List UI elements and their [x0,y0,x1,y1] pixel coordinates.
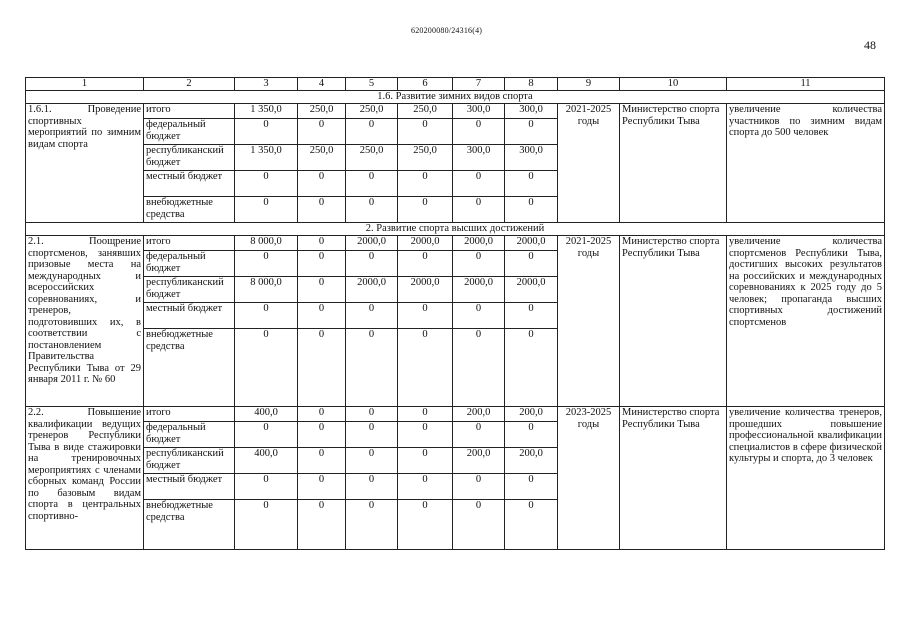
funding-value: 8 000,0 [235,277,298,303]
funding-value: 0 [398,407,453,422]
funding-value: 0 [398,329,453,407]
funding-value: 0 [505,119,558,145]
funding-value: 0 [298,329,346,407]
page-number: 48 [864,38,876,52]
funding-value: 0 [453,329,505,407]
funding-value: 0 [235,422,298,448]
column-number: 1 [26,78,144,91]
funding-value: 2000,0 [453,236,505,251]
funding-value: 2000,0 [505,236,558,251]
funding-value: 200,0 [453,407,505,422]
funding-value: 0 [298,474,346,500]
funding-source: федеральный бюджет [144,251,235,277]
funding-value: 0 [346,197,398,223]
funding-value: 250,0 [398,145,453,171]
funding-value: 200,0 [505,407,558,422]
funding-value: 0 [398,474,453,500]
funding-value: 300,0 [453,145,505,171]
funding-value: 0 [505,500,558,550]
table-row [26,104,885,119]
funding-value: 1 350,0 [235,145,298,171]
funding-source: итого [144,236,235,251]
funding-value: 0 [298,448,346,474]
funding-value: 200,0 [505,448,558,474]
expected-result: увеличение количества участников по зимним видам спорта до 500 человек [727,104,885,223]
funding-value: 250,0 [346,104,398,119]
funding-value: 0 [346,407,398,422]
program-table [25,77,885,550]
funding-value: 250,0 [346,145,398,171]
funding-value: 0 [298,197,346,223]
funding-value: 8 000,0 [235,236,298,251]
section-title: 2. Развитие спорта высших достижений [26,223,885,236]
funding-value: 0 [505,329,558,407]
funding-value: 0 [453,500,505,550]
funding-value: 0 [235,474,298,500]
funding-value: 0 [346,500,398,550]
column-number: 3 [235,78,298,91]
funding-value: 0 [453,197,505,223]
funding-value: 0 [298,119,346,145]
funding-value: 400,0 [235,407,298,422]
funding-value: 0 [346,119,398,145]
funding-value: 0 [298,251,346,277]
section-row [26,223,885,236]
column-number: 11 [727,78,885,91]
funding-source: внебюджетные средства [144,197,235,223]
funding-value: 0 [346,171,398,197]
funding-value: 0 [453,171,505,197]
funding-value: 0 [398,422,453,448]
funding-source: итого [144,407,235,422]
funding-value: 0 [298,303,346,329]
funding-value: 0 [298,236,346,251]
funding-value: 0 [235,303,298,329]
funding-value: 0 [298,407,346,422]
funding-source: федеральный бюджет [144,119,235,145]
funding-value: 0 [346,474,398,500]
funding-value: 250,0 [398,104,453,119]
funding-source: местный бюджет [144,303,235,329]
funding-value: 0 [505,474,558,500]
funding-value: 0 [453,474,505,500]
funding-value: 250,0 [298,104,346,119]
column-number: 4 [298,78,346,91]
funding-value: 300,0 [453,104,505,119]
funding-source: внебюджетные средства [144,500,235,550]
funding-value: 0 [398,303,453,329]
funding-value: 0 [398,500,453,550]
funding-source: местный бюджет [144,474,235,500]
funding-value: 0 [505,251,558,277]
measure-name: 2.1. Поощрение спортсменов, занявших призовые места на международных и всероссийских соревнованиях, и тренеров, подготовивших их, в соответствии с постановлением Правительства Республики Тыва от 29 января 2011 г. № 60 [26,236,144,407]
section-row [26,91,885,104]
funding-source: республиканский бюджет [144,448,235,474]
funding-value: 0 [453,422,505,448]
funding-source: местный бюджет [144,171,235,197]
funding-value: 1 350,0 [235,104,298,119]
funding-value: 2000,0 [398,277,453,303]
funding-value: 400,0 [235,448,298,474]
funding-value: 0 [235,251,298,277]
funding-value: 0 [505,197,558,223]
table-row [26,236,885,251]
funding-value: 0 [453,251,505,277]
funding-value: 0 [346,448,398,474]
funding-value: 0 [346,422,398,448]
funding-value: 0 [398,448,453,474]
funding-value: 2000,0 [346,236,398,251]
column-number: 10 [620,78,727,91]
column-number-row [26,78,885,91]
funding-value: 0 [398,197,453,223]
implementation-period: 2023-2025 годы [558,407,620,550]
funding-value: 0 [235,119,298,145]
funding-value: 0 [235,500,298,550]
expected-result: увеличение количества спортсменов Республики Тыва, достигших высоких результатов на российских и международных соревнованиях к 2025 году до 5 человек; пропаганда высших спортивных достижений спортсменов [727,236,885,407]
funding-value: 2000,0 [505,277,558,303]
funding-value: 0 [398,119,453,145]
expected-result: увеличение количества тренеров, прошедших повышение профессиональной квалификации специалистов в сфере физической культуры и спорта, до 3 человек [727,407,885,550]
column-number: 5 [346,78,398,91]
funding-value: 2000,0 [398,236,453,251]
implementation-period: 2021-2025 годы [558,236,620,407]
document-id: 620200080/24316(4) [411,26,483,35]
funding-value: 250,0 [298,145,346,171]
funding-value: 0 [505,422,558,448]
column-number: 9 [558,78,620,91]
measure-name: 2.2. Повышение квалификации ведущих тренеров Республики Тыва в виде стажировки на тренировочных мероприятиях с членами сборных команд России по базовым видам спорта в центральных спортивно- [26,407,144,550]
funding-value: 2000,0 [453,277,505,303]
funding-value: 0 [298,277,346,303]
funding-value: 0 [346,303,398,329]
funding-value: 0 [453,119,505,145]
funding-source: республиканский бюджет [144,277,235,303]
funding-source: итого [144,104,235,119]
funding-value: 0 [398,251,453,277]
funding-value: 0 [346,329,398,407]
funding-value: 300,0 [505,104,558,119]
funding-value: 300,0 [505,145,558,171]
funding-value: 0 [235,329,298,407]
funding-value: 0 [298,500,346,550]
funding-value: 0 [505,171,558,197]
funding-value: 0 [505,303,558,329]
funding-source: федеральный бюджет [144,422,235,448]
table-row [26,407,885,422]
column-number: 7 [453,78,505,91]
column-number: 6 [398,78,453,91]
funding-value: 0 [346,251,398,277]
responsible-executor: Министерство спорта Республики Тыва [620,104,727,223]
column-number: 8 [505,78,558,91]
funding-source: внебюджетные средства [144,329,235,407]
funding-value: 0 [398,171,453,197]
implementation-period: 2021-2025 годы [558,104,620,223]
column-number: 2 [144,78,235,91]
funding-value: 2000,0 [346,277,398,303]
section-title: 1.6. Развитие зимних видов спорта [26,91,885,104]
funding-value: 200,0 [453,448,505,474]
responsible-executor: Министерство спорта Республики Тыва [620,236,727,407]
funding-value: 0 [235,197,298,223]
funding-source: республиканский бюджет [144,145,235,171]
funding-value: 0 [298,422,346,448]
funding-value: 0 [453,303,505,329]
measure-name: 1.6.1. Проведение спортивных мероприятий по зимним видам спорта [26,104,144,223]
responsible-executor: Министерство спорта Республики Тыва [620,407,727,550]
funding-value: 0 [298,171,346,197]
funding-value: 0 [235,171,298,197]
